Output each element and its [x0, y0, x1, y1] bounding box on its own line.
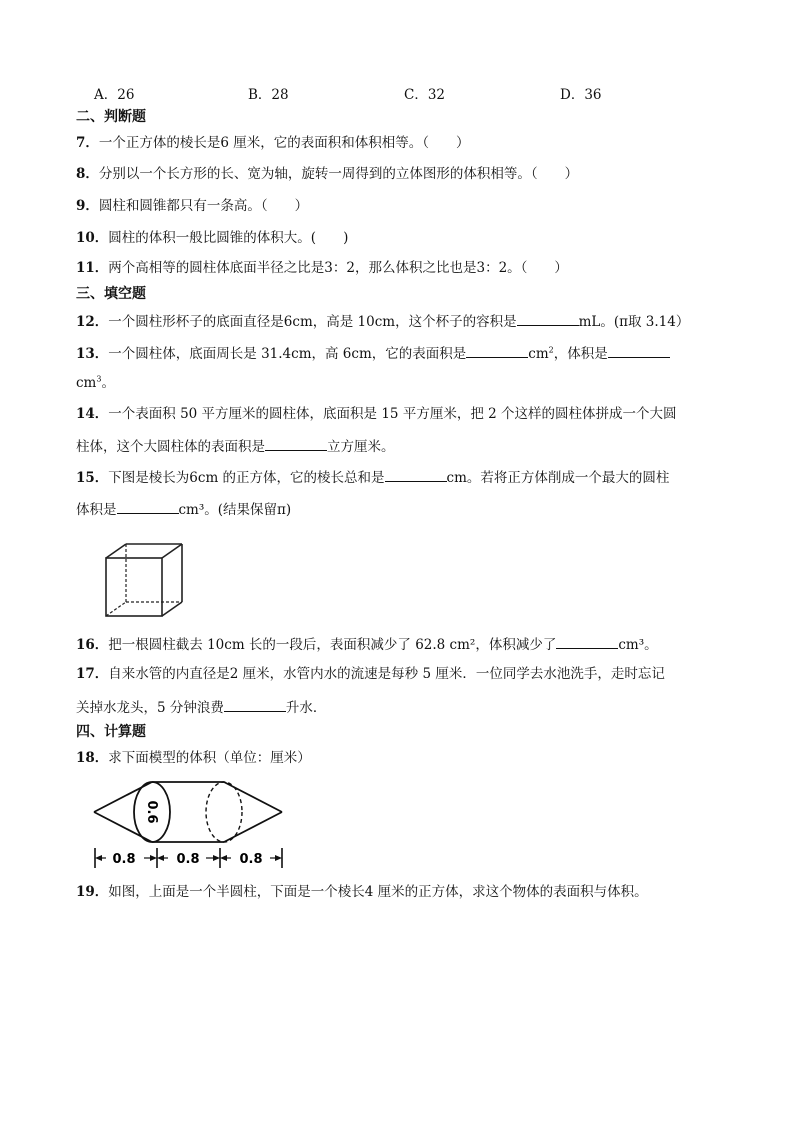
dimension-label-1: 0.8 [112, 852, 136, 867]
diameter-label: 0.6 [144, 800, 159, 824]
model-figure [90, 778, 290, 870]
question-13: 13．一个圆柱体，底面周长是 31.4cm，高 6cm，它的表面积是 $cm^2$，体积是 [76, 343, 670, 363]
section-calc-title: 四、计算题 [76, 724, 146, 740]
cube-figure [102, 540, 186, 620]
question-9: 9．圆柱和圆锥都只有一条高。（ ） [76, 198, 309, 214]
question-11: 11．两个高相等的圆柱体底面半径之比是3：2，那么体积之比也是3：2。（ ） [76, 260, 568, 276]
question-13-cont: $cm^3$。 [76, 374, 115, 391]
section-judge-title: 二、判断题 [76, 109, 146, 125]
answer-blank[interactable] [608, 343, 670, 358]
answer-blank[interactable] [265, 436, 327, 451]
section-fill-title: 三、填空题 [76, 286, 146, 302]
question-8: 8．分别以一个长方形的长、宽为轴，旋转一周得到的立体图形的体积相等。（ ） [76, 166, 579, 182]
dimension-label-2: 0.8 [176, 852, 200, 867]
question-15-cont: 体积是 cm³。(结果保留π) [76, 499, 291, 519]
answer-blank[interactable] [556, 634, 618, 649]
answer-blank[interactable] [224, 697, 286, 712]
question-17-cont: 关掉水龙头，5 分钟浪费 升水． [76, 697, 326, 717]
question-12: 12．一个圆柱形杯子的底面直径是6cm，高是 10cm，这个杯子的容积是 mL。(π取 3.14） [76, 311, 689, 331]
answer-blank[interactable] [466, 343, 528, 358]
answer-blank[interactable] [385, 467, 447, 482]
question-7: 7．一个正方体的棱长是6 厘米，它的表面积和体积相等。（ ） [76, 135, 470, 151]
question-10: 10．圆柱的体积一般比圆锥的体积大。( ) [76, 230, 349, 246]
option-b: B．28 [248, 87, 289, 103]
question-18: 18．求下面模型的体积（单位：厘米） [76, 750, 311, 766]
option-a: A．26 [94, 87, 135, 103]
question-15: 15．下图是棱长为6cm 的正方体，它的棱长总和是 cm。若将正方体削成一个最大的圆柱 [76, 467, 669, 487]
option-c: C．32 [404, 87, 446, 103]
question-19: 19．如图，上面是一个半圆柱，下面是一个棱长4 厘米的正方体，求这个物体的表面积与体积。 [76, 884, 648, 900]
answer-blank[interactable] [517, 311, 579, 326]
dimension-label-3: 0.8 [239, 852, 263, 867]
option-d: D．36 [560, 87, 602, 103]
question-16: 16．把一根圆柱截去 10cm 长的一段后，表面积减少了 62.8 cm²，体积减少了 cm³。 [76, 634, 658, 654]
answer-blank[interactable] [117, 499, 179, 514]
question-17: 17．自来水管的内直径是2 厘米，水管内水的流速是每秒 5 厘米．一位同学去水池洗手，走时忘记 [76, 666, 665, 682]
question-14: 14．一个表面积 50 平方厘米的圆柱体，底面积是 15 平方厘米，把 2 个这样的圆柱体拼成一个大圆 [76, 406, 677, 422]
question-14-cont: 柱体，这个大圆柱体的表面积是 立方厘米。 [76, 436, 395, 456]
